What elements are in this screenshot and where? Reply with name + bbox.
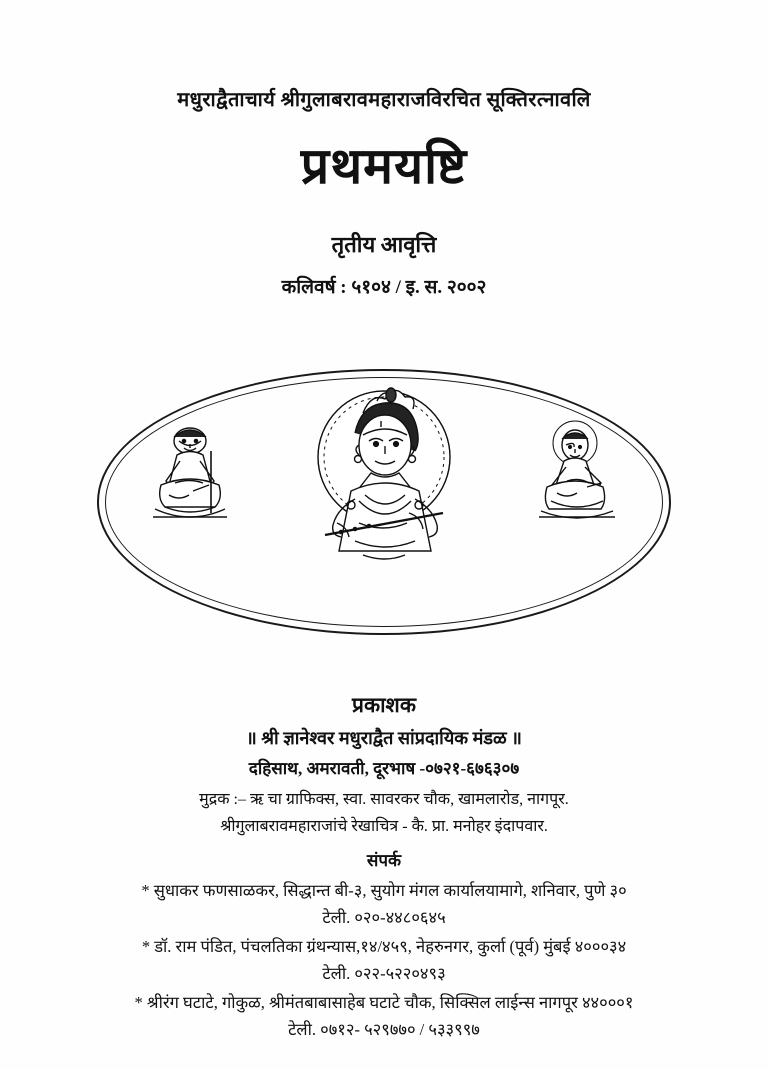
contact-telephone-2: टेली. ०२२-५२२०४९३ xyxy=(322,963,446,983)
page-title: प्रथमयष्टि xyxy=(300,138,468,194)
publisher-organization: ॥ श्री ज्ञानेश्वर मधुराद्वैत सांप्रदायिक मंडळ ॥ xyxy=(246,728,522,749)
contact-heading: संपर्क xyxy=(366,850,402,870)
oval-frame xyxy=(97,369,671,635)
contact-telephone-1: टेली. ०२०-४४८०६४५ xyxy=(322,907,446,927)
year-label: कलिवर्ष : ५१०४ / इ. स. २००२ xyxy=(281,276,487,298)
seated-saint-icon xyxy=(135,417,245,542)
seated-sage-icon xyxy=(523,417,633,542)
title-block xyxy=(0,0,768,299)
illustration-area xyxy=(0,369,768,635)
contact-address-3: * श्रीरंग घटाटे, गोकुळ, श्रीमंतबाबासाहेब घटाटे चौक, सिक्सिल लाईन्स नागपूर ४४०००१ xyxy=(134,993,634,1013)
publisher-address: दहिसाथ, अमरावती, दूरभाष -०७२१-६७६३०७ xyxy=(248,758,520,778)
publisher-block xyxy=(0,689,768,1043)
artist-credit-line: श्रीगुलाबरावमहाराजांचे रेखाचित्र - कै. प्रा. मनोहर इंदापवार. xyxy=(220,818,548,836)
printer-line: मुद्रक :– ऋ चा ग्राफिक्स, स्वा. सावरकर चौक, खामलारोड, नागपूर. xyxy=(199,791,569,809)
contact-entry xyxy=(0,878,768,930)
contact-entry xyxy=(0,990,768,1042)
publisher-heading: प्रकाशक xyxy=(352,692,416,717)
edition-label: तृतीय आवृत्ति xyxy=(331,231,437,257)
krishna-with-flute-icon xyxy=(259,383,509,620)
contact-address-2: * डॉ. राम पंडित, पंचलतिका ग्रंथन्यास,१४/४५९, नेहरुनगर, कुर्ला (पूर्व) मुंबई ४०००३४ xyxy=(141,937,627,957)
contact-telephone-3: टेली. ०७१२- ५२९७७० / ५३३९९७ xyxy=(288,1020,480,1040)
book-subtitle-line: मधुराद्वैताचार्य श्रीगुलाबरावमहाराजविरचित सूक्तिरत्नावलि xyxy=(177,89,591,111)
contact-entry xyxy=(0,934,768,986)
contact-address-1: * सुधाकर फणसाळकर, सिद्धान्त बी-३, सुयोग मंगल कार्यालयामागे, शनिवार, पुणे ३० xyxy=(141,881,627,901)
